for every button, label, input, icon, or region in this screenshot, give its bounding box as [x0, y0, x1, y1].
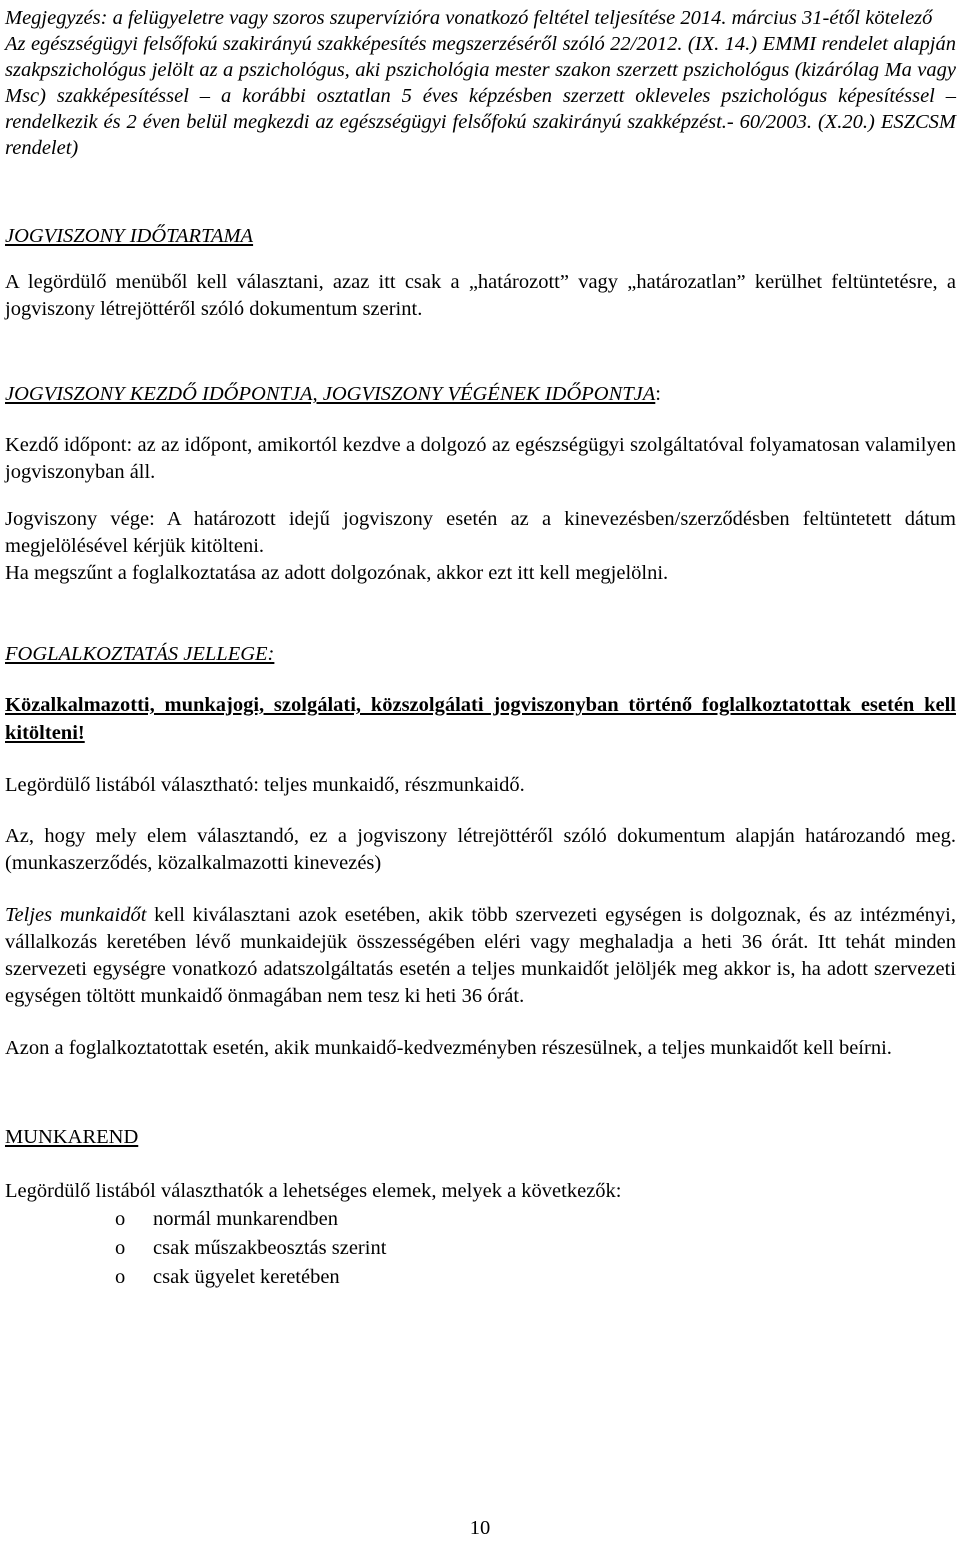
employment-which-text: Az, hogy mely elem választandó, ez a jogviszony létrejöttéről szóló dokumentum alapján határozandó meg. (munkaszerződés, közalkalmazotti kinevezés) [5, 825, 956, 874]
employment-type-heading: FOGLALKOZTATÁS JELLEGE: [5, 643, 275, 665]
emmi-regulation-note: Az egészségügyi felsőfokú szakirányú szakképesítés megszerzéséről szóló 22/2012. (IX. 14.) EMMI rendelet alapján szakpszichológus jelölt az a pszichológus, aki pszichológia mester szakon szerzett pszichológus (kizárólag Ma vagy Msc) szakképesítéssel – a korábbi osztatlan 5 éves képzésben szerzett okleveles pszichológus képesítéssel – rendelkezik és 2 éven belül megkezdi az egészségügyi felsőfokú szakirányú szakképzést.- 60/2003. (X.20.) ESZCSM rendelet) [5, 33, 956, 159]
bullet-glyph: o [115, 1266, 126, 1288]
list-item: o csak műszakbeosztás szerint [115, 1234, 956, 1263]
employment-type-bold-note: Közalkalmazotti, munkajogi, szolgálati, közszolgálati jogviszonyban történő foglalkoztatottak esetén kell kitölteni! [5, 694, 956, 744]
employment-dropdown-text: Legördülő listából választható: teljes munkaidő, részmunkaidő. [5, 774, 525, 796]
schedule-heading: MUNKAREND [5, 1126, 139, 1148]
list-item: o csak ügyelet keretében [115, 1263, 956, 1292]
schedule-options-list [5, 1205, 956, 1292]
end-date-text-2: Ha megszűnt a foglalkoztatása az adott dolgozónak, akkor ezt itt kell megjelölni. [5, 562, 669, 584]
end-date-text: Jogviszony vége: A határozott idejű jogviszony esetén az a kinevezésben/szerződésben feltüntetett dátum megjelölésével kérjük kitölteni. [5, 508, 956, 557]
list-item: o normál munkarendben [115, 1205, 956, 1234]
page-number: 10 [469, 1517, 491, 1539]
benefit-text: Azon a foglalkoztatottak esetén, akik munkaidő-kedvezményben részesülnek, a teljes munkaidőt kell beírni. [5, 1037, 892, 1059]
document-page [5, 0, 956, 1292]
bullet-glyph: o [115, 1237, 126, 1259]
start-date-text: Kezdő időpont: az az időpont, amikortól kezdve a dolgozó az egészségügyi szolgáltatóval folyamatosan valamilyen jogviszonyban áll. [5, 434, 956, 483]
fulltime-text: Teljes munkaidőt kell kiválasztani azok esetében, akik több szervezeti egységen is dolgoznak, és az intézményi, vállalkozás keretében lévő munkaidejük összességében eléri vagy meghaladja a heti 36 órát. Itt tehát minden szervezeti egységre vonatkozó adatszolgáltatás esetén a teljes munkaidőt jelöljék meg akkor is, ha adott szervezeti egységen töltött munkaidő önmagában nem tesz ki heti 36 órát. [5, 904, 956, 1007]
schedule-intro: Legördülő listából választhatók a lehetséges elemek, melyek a következők: [5, 1180, 622, 1202]
duration-heading: JOGVISZONY IDŐTARTAMA [5, 225, 254, 247]
dates-heading: JOGVISZONY KEZDŐ IDŐPONTJA, JOGVISZONY VÉGÉNEK IDŐPONTJA: [5, 383, 661, 405]
duration-text: A legördülő menüből kell választani, azaz itt csak a „határozott” vagy „határozatlan” kerülhet feltüntetésre, a jogviszony létrejöttéről szóló dokumentum szerint. [5, 271, 957, 320]
bullet-glyph: o [115, 1208, 126, 1230]
supervision-note: Megjegyzés: a felügyeletre vagy szoros szupervízióra vonatkozó feltétel teljesítése 2014. március 31-étől kötelező [5, 7, 933, 29]
